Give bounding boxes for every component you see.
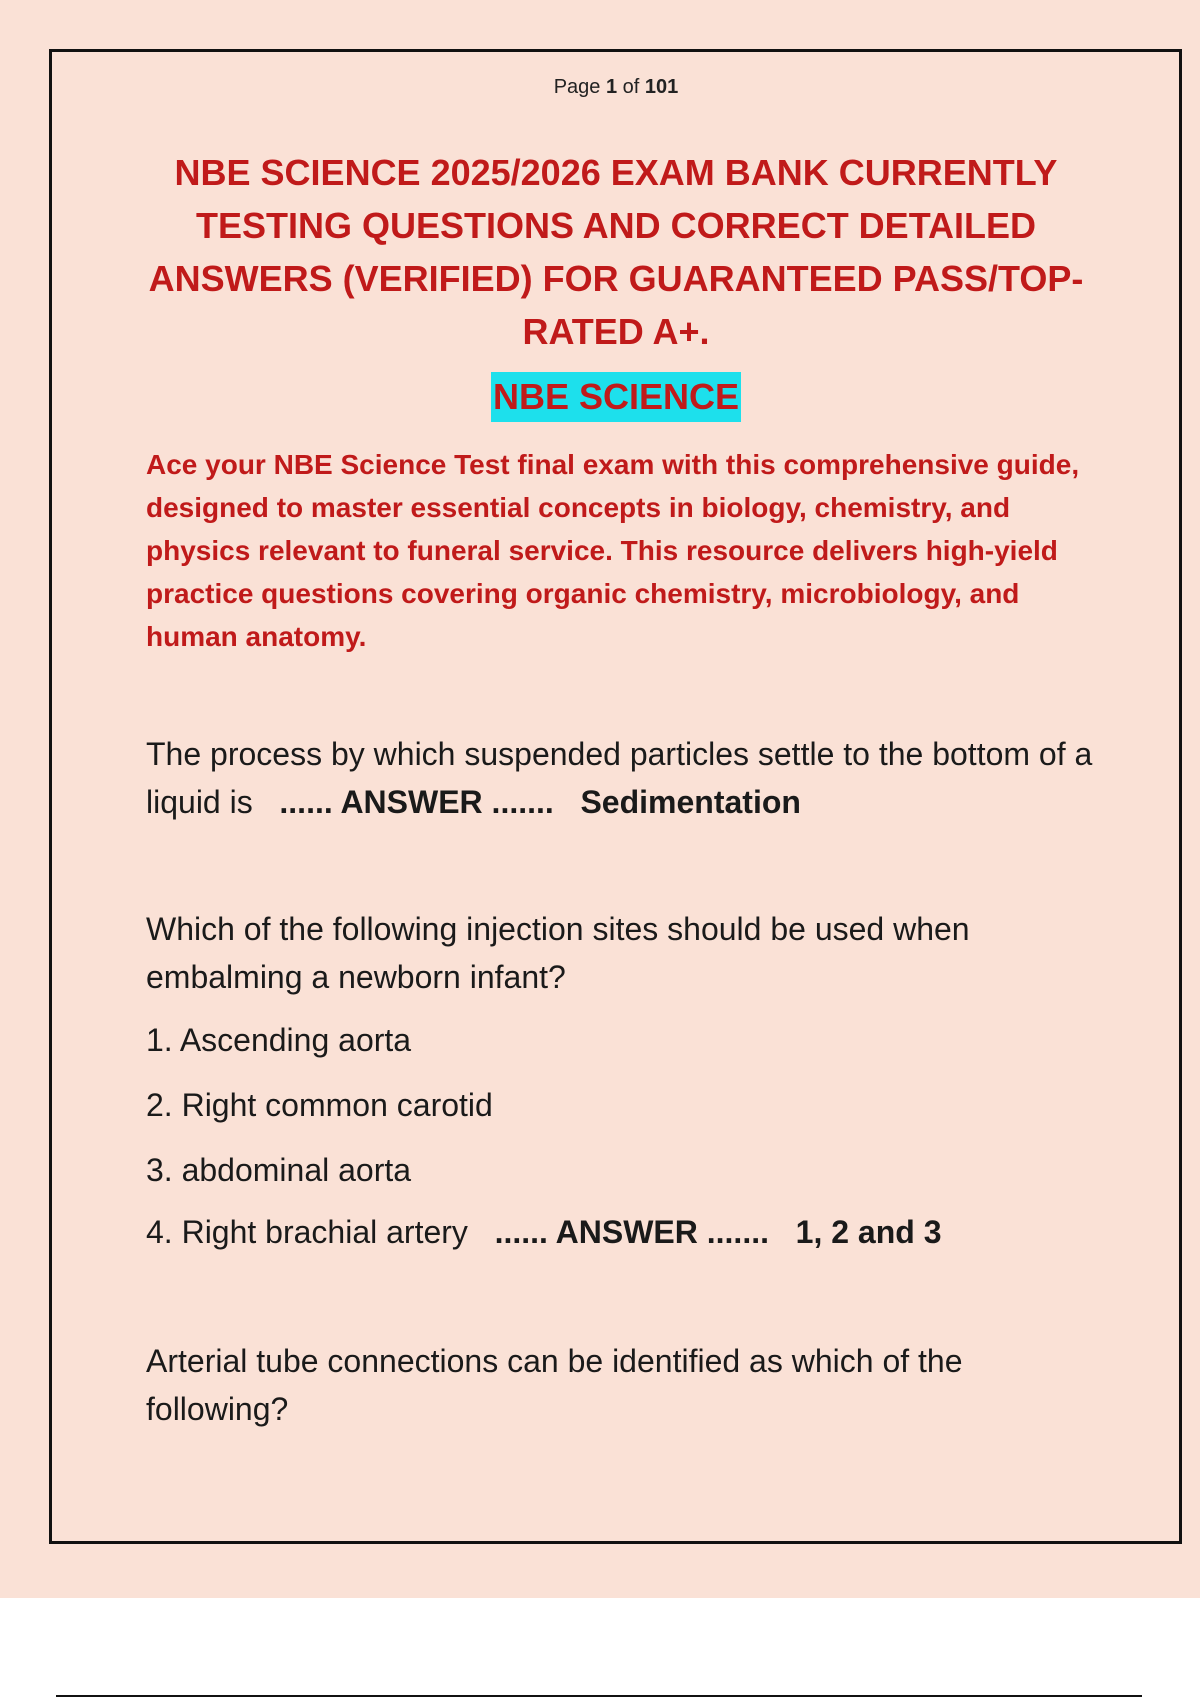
question-2-option-1: 1. Ascending aorta	[146, 1022, 412, 1058]
document-title: NBE SCIENCE 2025/2026 EXAM BANK CURRENTLY TESTING QUESTIONS AND CORRECT DETAILED ANSWERS (VERIFIED) FOR GUARANTEED PASS/TOP-RATED A+.	[148, 152, 1084, 352]
question-1-answer-marker: ...... ANSWER .......	[279, 784, 554, 820]
page-prefix: Page	[553, 76, 606, 98]
intro-paragraph: Ace your NBE Science Test final exam with this comprehensive guide, designed to master essential concepts in biology, chemistry, and physics relevant to funeral service. This resource delivers high-yield practice questions covering organic chemistry, microbiology, and human anatomy.	[146, 449, 1080, 652]
page-current: 1	[605, 76, 618, 98]
next-page-divider	[56, 1695, 1142, 1697]
question-2-answer-marker: ...... ANSWER .......	[494, 1214, 769, 1250]
question-3: Arterial tube connections can be identified as which of the following?	[146, 1343, 963, 1427]
question-2-option-3: 3. abdominal aorta	[146, 1152, 412, 1188]
question-1-answer: Sedimentation	[580, 784, 801, 820]
question-1-text: The process by which suspended particles settle to the bottom of a liquid is	[146, 736, 1093, 820]
question-2-option-4: 4. Right brachial artery	[146, 1214, 468, 1250]
question-2-answer: 1, 2 and 3	[795, 1214, 942, 1250]
page-of: of	[617, 76, 645, 98]
question-2-option-2: 2. Right common carotid	[146, 1087, 493, 1123]
question-1	[146, 730, 1106, 826]
page-indicator	[0, 76, 1200, 99]
question-2-option-4-row	[146, 1208, 942, 1256]
subtitle-wrapper	[0, 372, 1200, 422]
page-total: 101	[644, 76, 679, 98]
subtitle-highlight: NBE SCIENCE	[491, 372, 741, 422]
question-2: Which of the following injection sites should be used when embalming a newborn infant?	[146, 911, 970, 995]
